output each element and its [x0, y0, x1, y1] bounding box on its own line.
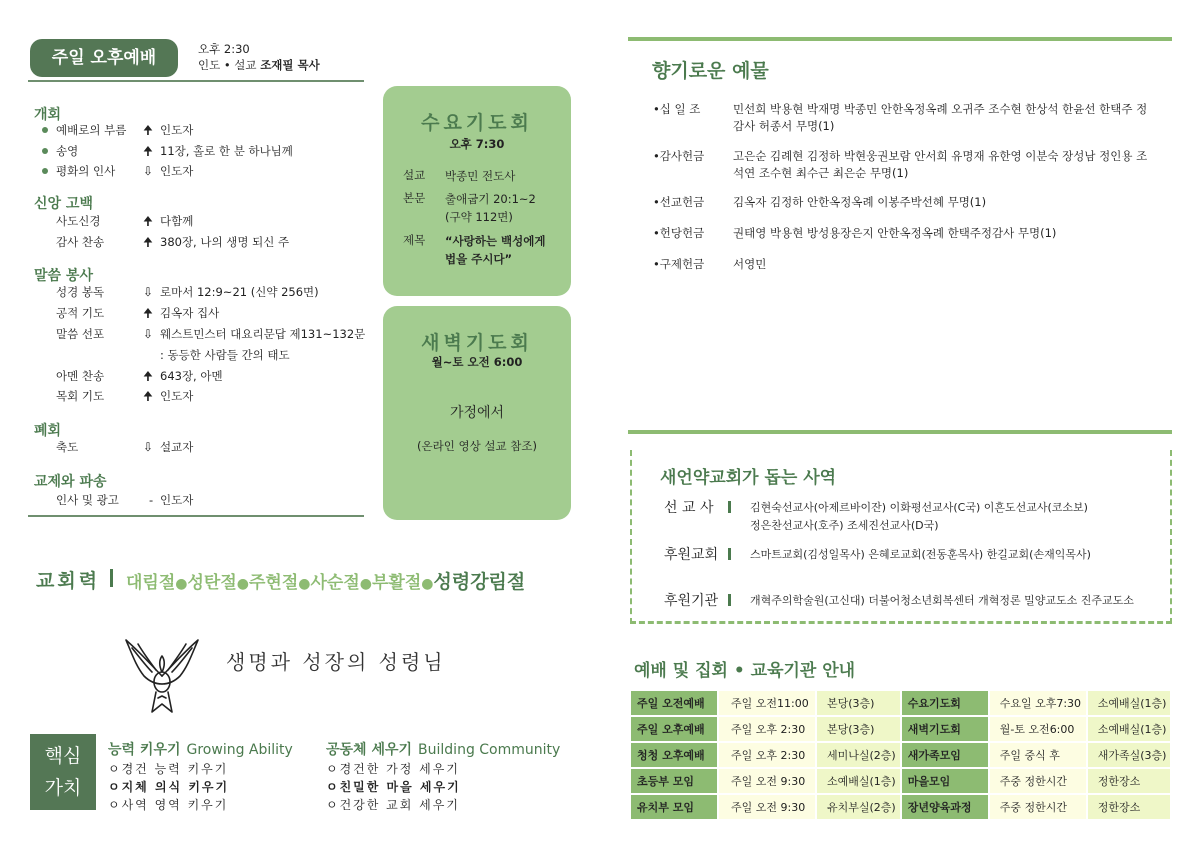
arrow-up-icon: 🠉 [143, 389, 153, 403]
arrow-down-icon: ⇩ [143, 440, 154, 454]
table-row: 주일 오전예배 주일 오전11:00 본당(3층) 수요기도회 수요일 오후7:30 소예배실(1층) [631, 691, 1170, 715]
dawn-title: 새벽기도회 [421, 332, 533, 354]
section-confession: 신앙 고백 [34, 196, 93, 212]
arrow-up-icon: 🠉 [143, 306, 153, 320]
preacher-name: 조재필 목사 [260, 58, 320, 72]
service-preacher: 인도 • 설교 조재필 목사 [198, 58, 320, 72]
offerings-title: 향기로운 예물 [652, 60, 769, 82]
current-season: 성령강림절 [433, 571, 526, 593]
section-closing: 폐회 [34, 423, 62, 439]
ministries-title: 새언약교회가 돕는 사역 [660, 468, 837, 488]
section-opening: 개회 [34, 107, 62, 123]
arrow-up-icon: 🠉 [143, 235, 153, 249]
offerings-divider [628, 37, 1172, 41]
bullet-icon [42, 148, 48, 154]
calendar-label: 교회력 [36, 570, 101, 592]
service-time: 오후 2:30 [198, 42, 250, 56]
value-building-community: 공동체 세우기 Building Community ㅇ경건한 가정 세우기 ㅇ친밀한 마을 세우기 ㅇ건강한 교회 세우기 [326, 742, 561, 812]
arrow-up-icon: 🠉 [143, 144, 153, 158]
season-theme: 생명과 성장의 성령님 [226, 650, 446, 674]
table-row: 청청 오후예배 주일 오후 2:30 세미나실(2층) 새가족모임 주일 중식 후 새가족실(3층) [631, 743, 1170, 767]
wednesday-title: 수요기도회 [421, 112, 533, 134]
arrow-up-icon: 🠉 [143, 214, 153, 228]
service-title: 주일 오후예배 [30, 39, 178, 77]
wednesday-prayer-box: 수요기도회 오후 7:30 설교 박종민 전도사 본문 출애굽기 20:1~2 (구약 112면) 제목 “사랑하는 백성에게 법을 주시다” [383, 86, 571, 296]
table-row: 주일 오후예배 주일 오후 2:30 본당(3층) 새벽기도회 월-토 오전6:00 소예배실(1층) [631, 717, 1170, 741]
dove-icon [122, 632, 202, 717]
core-values-badge: 핵심 가치 [30, 734, 96, 810]
dawn-time: 월~토 오전 6:00 [431, 355, 523, 369]
value-growing-ability: 능력 키우기 Growing Ability ㅇ경건 능력 키우기 ㅇ지체 의식 키우기 ㅇ사역 영역 키우기 [108, 742, 293, 812]
calendar-seasons: 대림절●성탄절●주현절●사순절●부활절●성령강림절 [126, 571, 526, 593]
table-row: 초등부 모임 주일 오전 9:30 소예배실(1층) 마을모임 주중 정한시간 정한장소 [631, 769, 1170, 793]
table-row: 유치부 모임 주일 오전 9:30 유치부실(2층) 장년양육과정 주중 정한시간 정한장소 [631, 795, 1170, 819]
service-divider-bottom [28, 515, 364, 517]
arrow-up-icon: 🠉 [143, 369, 153, 383]
arrow-up-icon: 🠉 [143, 123, 153, 137]
service-divider-top [28, 80, 364, 82]
arrow-down-icon: ⇩ [143, 327, 154, 341]
ministries-divider [628, 430, 1172, 434]
dawn-place: 가정에서 [449, 405, 505, 421]
wednesday-time: 오후 7:30 [449, 137, 505, 151]
bullet-icon [42, 127, 48, 133]
dawn-prayer-box [383, 306, 571, 520]
schedule-title: 예배 및 집회 • 교육기관 안내 [634, 661, 856, 681]
schedule-table [629, 689, 1172, 821]
section-word: 말씀 봉사 [34, 268, 93, 284]
arrow-down-icon: ⇩ [143, 164, 154, 178]
dawn-note: (온라인 영상 설교 참조) [417, 439, 537, 453]
arrow-down-icon: ⇩ [143, 285, 154, 299]
bullet-icon [42, 168, 48, 174]
calendar-divider [110, 569, 113, 587]
section-fellowship: 교제와 파송 [34, 474, 107, 490]
